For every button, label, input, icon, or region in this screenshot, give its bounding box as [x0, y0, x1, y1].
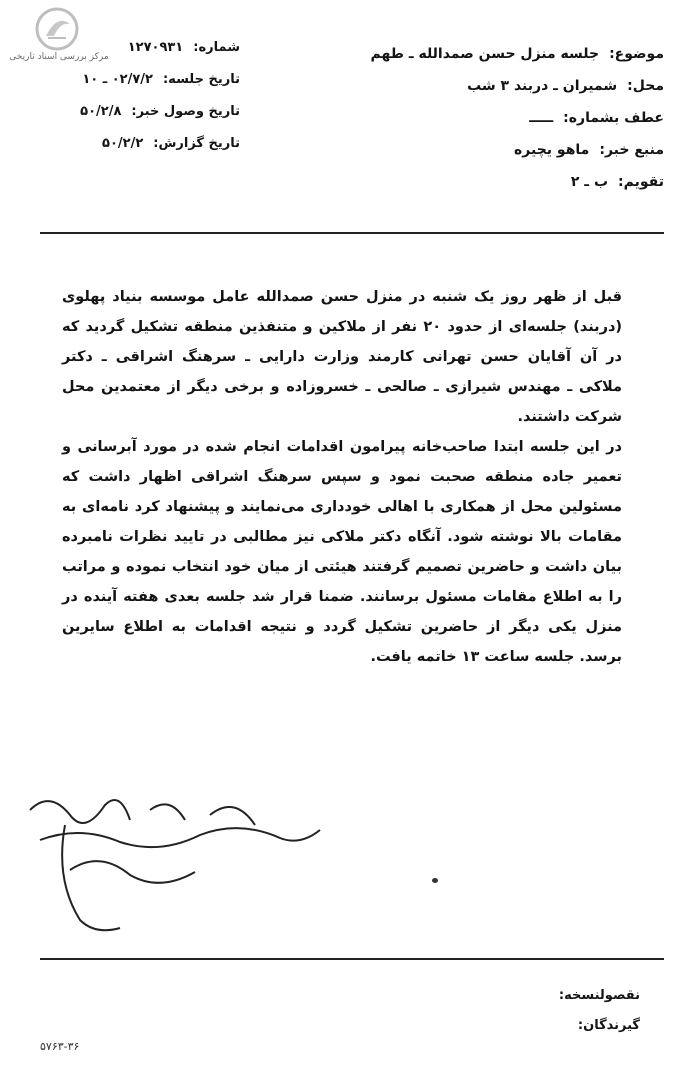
- received-date-value: ۵۰/۲/۸: [80, 104, 122, 119]
- place-label: محل:: [627, 78, 664, 94]
- watermark-text: مرکز بررسی اسناد تاریخی: [9, 52, 109, 62]
- source-label: منبع خبر:: [599, 142, 664, 158]
- assessment-row: [394, 174, 664, 206]
- report-date-row: [30, 72, 240, 104]
- recipients-label: گیرندگان:: [577, 1018, 640, 1033]
- subject-row: [370, 46, 664, 78]
- distribution-block: [440, 988, 640, 1048]
- report-body: [62, 282, 622, 672]
- report-date-label: تاریخ جلسه:: [162, 72, 240, 87]
- subject-label: موضوع:: [609, 46, 664, 62]
- report-date-value: ۰۲/۷/۲ ـ ۱۰: [82, 72, 153, 87]
- body-paragraph: قبل از ظهر روز یک شنبه در منزل حسن صمدالله عامل موسسه بنیاد پهلوی (دربند) جلسه‌ای از حدود ۲۰ نفر از ملاکین و متنفذین منطقه تشکیل گردید که در آن آقایان حسن تهرانی کارمند وزارت دارایی ـ سرهنگ اشراقی ـ دکتر ملاکی ـ مهندس شیرازی ـ صالحی ـ خسروزاده و برخی دیگر از معتمدین محل شرکت داشتند.: [62, 289, 623, 425]
- footer-divider: [40, 958, 664, 960]
- handwritten-signature: [10, 780, 330, 940]
- number-label: شماره:: [193, 40, 240, 55]
- body-paragraph: در این جلسه ابتدا صاحب‌خانه پیرامون اقدامات انجام شده در مورد آبرسانی و تعمیر جاده منطقه صحبت نمود و سپس سرهنگ اشراقی اظهار داشت که مسئولین محل از همکاری با اهالی خودداری می‌نمایند و پیشنهاد کرد نامه‌ای به مقامات بالا نوشته شود. آنگاه دکتر ملاکی نیز مطالبی در تایید نظرات نامبرده بیان داشت و حاضرین تصمیم گرفتند هیئتی از میان خود انتخاب نموده و مراتب را به اطلاع مقامات مسئول برسانند. ضمنا قرار شد جلسه بعدی هفته آینده در منزل یکی دیگر از حاضرین تشکیل گردد و نتیجه اقدامات به اطلاع سایرین برسد. جلسه ساعت ۱۳ خاتمه یافت.: [62, 439, 622, 665]
- copy-label: نقصولنسخه:: [558, 988, 640, 1003]
- report-dates: [30, 40, 240, 168]
- attachment-label: عطف بشماره:: [563, 110, 664, 126]
- assessment-value: ب ـ ۲: [570, 174, 609, 190]
- received-date-label: تاریخ وصول خبر:: [131, 104, 240, 119]
- number-row: [30, 40, 240, 72]
- source-value: ماهو یچیره: [514, 142, 590, 158]
- report-metadata: [370, 46, 664, 206]
- document-code: ۵۷۶۳-۳۶: [40, 1040, 80, 1053]
- place-value: شمیران ـ دربند ۳ شب: [467, 78, 618, 94]
- header-divider: [40, 232, 664, 234]
- attachment-row: [394, 110, 664, 142]
- subject-value: جلسه منزل حسن صمدالله ـ طهم: [370, 46, 600, 62]
- assessment-label: تقویم:: [618, 174, 664, 190]
- received-date-row: [30, 104, 240, 136]
- number-value: ۱۲۷۰۹۳۱: [127, 40, 184, 55]
- ink-speck: [432, 878, 438, 883]
- filing-date-value: ۵۰/۲/۲: [102, 136, 144, 151]
- source-row: [394, 142, 664, 174]
- place-row: [394, 78, 664, 110]
- filing-date-row: [30, 136, 240, 168]
- filing-date-label: تاریخ گزارش:: [153, 136, 240, 151]
- attachment-value: ـــــ: [529, 110, 554, 126]
